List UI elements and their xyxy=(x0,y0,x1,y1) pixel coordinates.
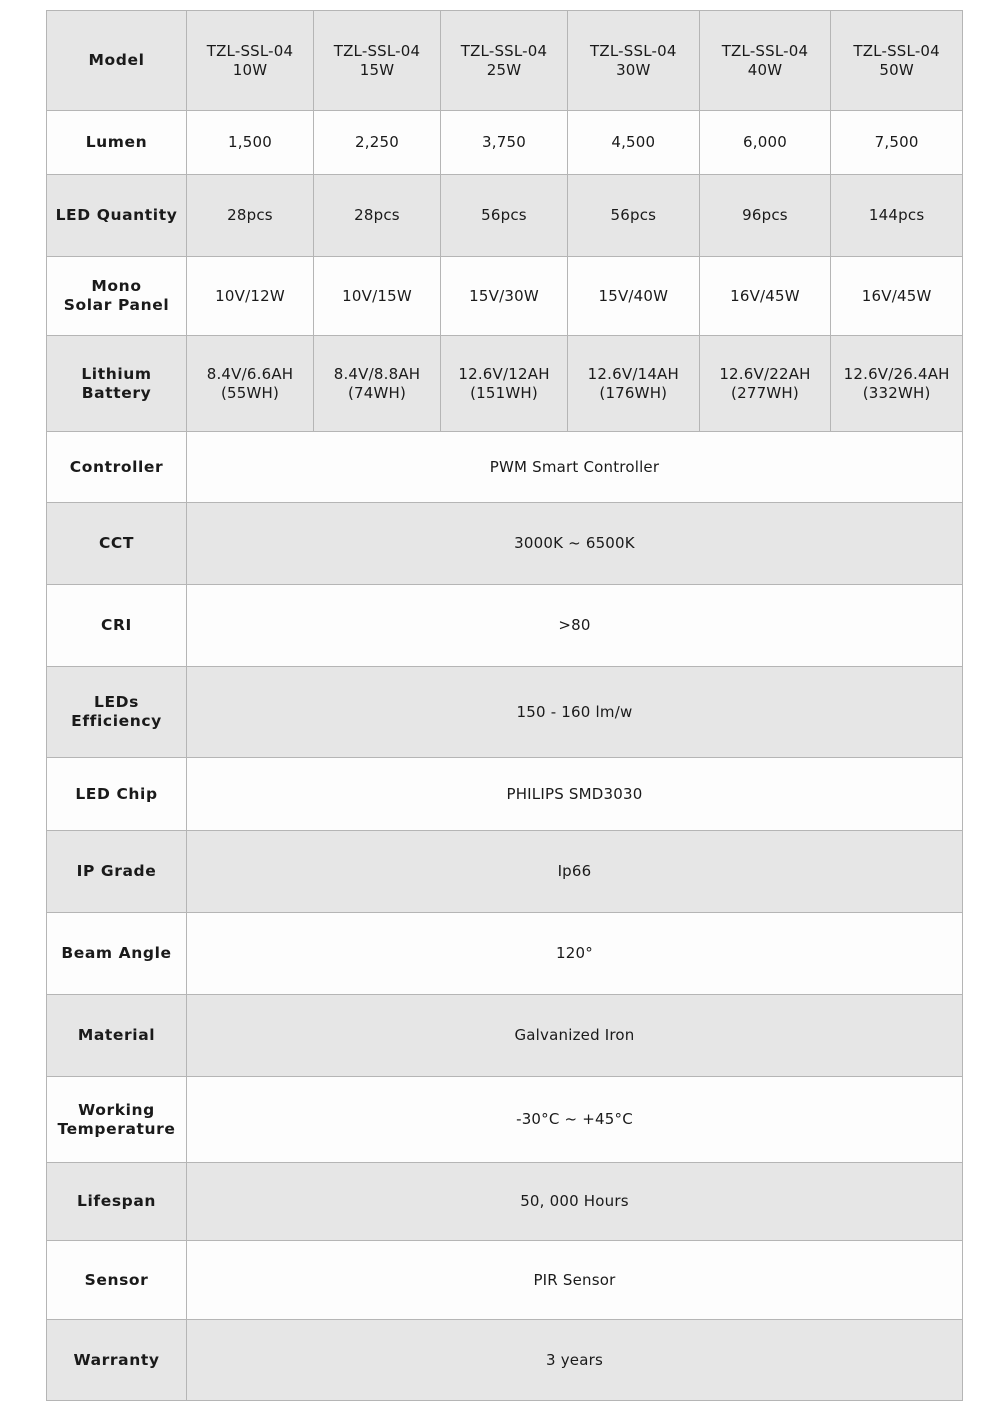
row-beam-angle xyxy=(47,913,963,995)
row-efficiency xyxy=(47,667,963,758)
row-solar-panel xyxy=(47,257,963,336)
efficiency-value: 150 - 160 lm/w xyxy=(187,667,963,758)
led-quantity-cell: 96pcs xyxy=(699,175,831,257)
battery-cell: 8.4V/8.8AH (74WH) xyxy=(314,336,441,432)
battery-cell: 8.4V/6.6AH (55WH) xyxy=(187,336,314,432)
row-led-chip xyxy=(47,758,963,831)
battery-cell: 12.6V/26.4AH (332WH) xyxy=(831,336,963,432)
row-label-cct: CCT xyxy=(47,503,187,585)
led-quantity-cell: 28pcs xyxy=(314,175,441,257)
row-label-material: Material xyxy=(47,995,187,1077)
spec-table xyxy=(46,10,963,1401)
lumen-cell: 4,500 xyxy=(568,111,700,175)
solar-panel-cell: 15V/30W xyxy=(441,257,568,336)
row-label-controller: Controller xyxy=(47,432,187,503)
lumen-cell: 1,500 xyxy=(187,111,314,175)
model-cell: TZL-SSL-04 25W xyxy=(441,11,568,111)
battery-cell: 12.6V/12AH (151WH) xyxy=(441,336,568,432)
lifespan-value: 50, 000 Hours xyxy=(187,1163,963,1241)
lumen-cell: 7,500 xyxy=(831,111,963,175)
row-led-quantity xyxy=(47,175,963,257)
row-label-solar-panel: Mono Solar Panel xyxy=(47,257,187,336)
row-label-ip-grade: IP Grade xyxy=(47,831,187,913)
beam-angle-value: 120° xyxy=(187,913,963,995)
row-ip-grade xyxy=(47,831,963,913)
row-label-beam-angle: Beam Angle xyxy=(47,913,187,995)
row-label-sensor: Sensor xyxy=(47,1241,187,1320)
row-label-working-temperature: Working Temperature xyxy=(47,1077,187,1163)
controller-value: PWM Smart Controller xyxy=(187,432,963,503)
solar-panel-cell: 16V/45W xyxy=(831,257,963,336)
battery-cell: 12.6V/14AH (176WH) xyxy=(568,336,700,432)
model-cell: TZL-SSL-04 10W xyxy=(187,11,314,111)
led-quantity-cell: 56pcs xyxy=(441,175,568,257)
solar-panel-cell: 10V/15W xyxy=(314,257,441,336)
row-model xyxy=(47,11,963,111)
row-working-temperature xyxy=(47,1077,963,1163)
model-cell: TZL-SSL-04 50W xyxy=(831,11,963,111)
row-label-lifespan: Lifespan xyxy=(47,1163,187,1241)
warranty-value: 3 years xyxy=(187,1320,963,1401)
cri-value: >80 xyxy=(187,585,963,667)
row-controller xyxy=(47,432,963,503)
ip-grade-value: Ip66 xyxy=(187,831,963,913)
row-label-led-quantity: LED Quantity xyxy=(47,175,187,257)
led-chip-value: PHILIPS SMD3030 xyxy=(187,758,963,831)
led-quantity-cell: 144pcs xyxy=(831,175,963,257)
solar-panel-cell: 15V/40W xyxy=(568,257,700,336)
row-material xyxy=(47,995,963,1077)
row-cri xyxy=(47,585,963,667)
material-value: Galvanized Iron xyxy=(187,995,963,1077)
model-cell: TZL-SSL-04 40W xyxy=(699,11,831,111)
row-label-led-chip: LED Chip xyxy=(47,758,187,831)
row-label-cri: CRI xyxy=(47,585,187,667)
row-label-efficiency: LEDs Efficiency xyxy=(47,667,187,758)
cct-value: 3000K ~ 6500K xyxy=(187,503,963,585)
row-cct xyxy=(47,503,963,585)
model-cell: TZL-SSL-04 15W xyxy=(314,11,441,111)
lumen-cell: 2,250 xyxy=(314,111,441,175)
row-lumen xyxy=(47,111,963,175)
row-label-battery: Lithium Battery xyxy=(47,336,187,432)
row-sensor xyxy=(47,1241,963,1320)
solar-panel-cell: 16V/45W xyxy=(699,257,831,336)
model-cell: TZL-SSL-04 30W xyxy=(568,11,700,111)
led-quantity-cell: 28pcs xyxy=(187,175,314,257)
led-quantity-cell: 56pcs xyxy=(568,175,700,257)
row-lifespan xyxy=(47,1163,963,1241)
battery-cell: 12.6V/22AH (277WH) xyxy=(699,336,831,432)
row-label-warranty: Warranty xyxy=(47,1320,187,1401)
row-label-lumen: Lumen xyxy=(47,111,187,175)
lumen-cell: 6,000 xyxy=(699,111,831,175)
row-label-model: Model xyxy=(47,11,187,111)
row-battery xyxy=(47,336,963,432)
solar-panel-cell: 10V/12W xyxy=(187,257,314,336)
working-temperature-value: -30°C ~ +45°C xyxy=(187,1077,963,1163)
sensor-value: PIR Sensor xyxy=(187,1241,963,1320)
lumen-cell: 3,750 xyxy=(441,111,568,175)
row-warranty xyxy=(47,1320,963,1401)
